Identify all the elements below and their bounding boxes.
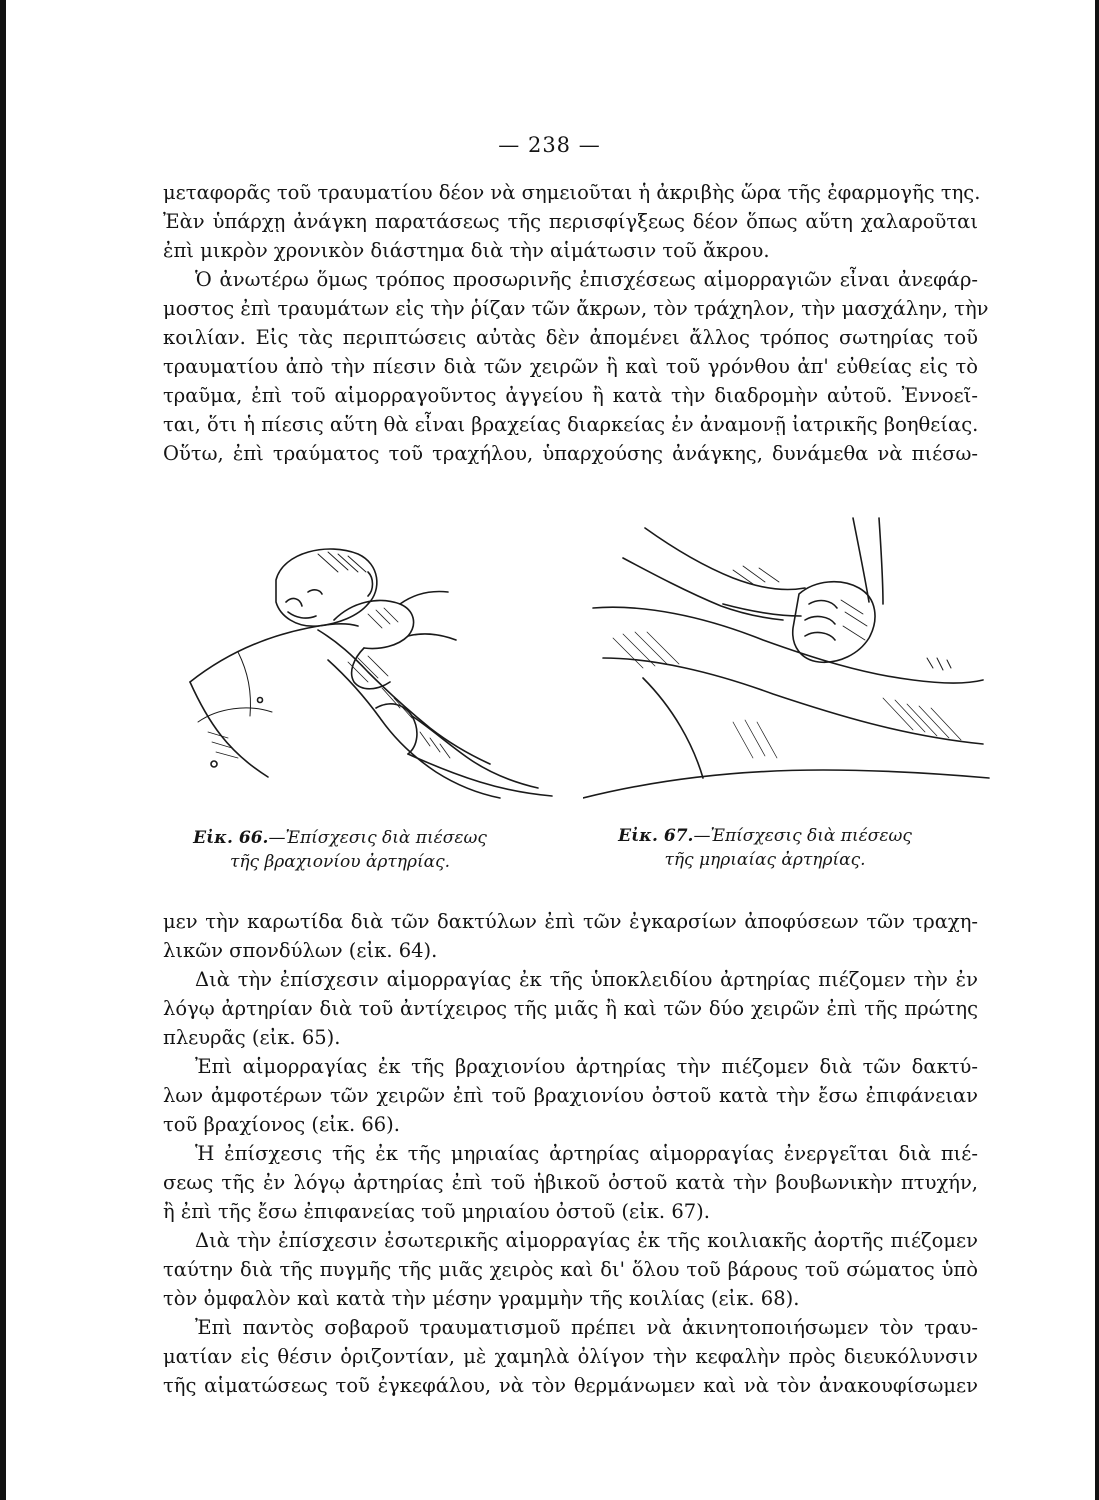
text-line: ἐπὶ μικρὸν χρονικὸν διάστημα διὰ τὴν αἱμάτωσιν τοῦ ἄκρου.	[163, 239, 770, 262]
text-line: λόγῳ ἀρτηρίαν διὰ τοῦ ἀντίχειρος τῆς μιᾶς ἢ καὶ τῶν δύο χειρῶν ἐπὶ τῆς πρώτης	[163, 997, 978, 1020]
text-line: Οὕτω, ἐπὶ τραύματος τοῦ τραχήλου, ὑπαρχούσης ἀνάγκης, δυνάμεθα νὰ πιέσω-	[163, 442, 978, 465]
text-line: κοιλίαν. Εἰς τὰς περιπτώσεις αὐτὰς δὲν ἀπομένει ἄλλος τρόπος σωτηρίας τοῦ	[163, 326, 978, 349]
text-line: σεως τῆς ἐν λόγῳ ἀρτηρίας ἐπὶ τοῦ ἡβικοῦ ὀστοῦ κατὰ τὴν βουβωνικὴν πτυχήν,	[163, 1171, 978, 1194]
caption-label: Εἰκ. 66.	[193, 828, 269, 848]
text-line: τραυματίου ἀπὸ τὴν πίεσιν διὰ τῶν χειρῶν ἢ καὶ τοῦ γρόνθου ἀπ' εὐθείας εἰς τὸ	[163, 355, 978, 378]
caption-line-1	[585, 824, 945, 848]
text-line: ἢ ἐπὶ τῆς ἔσω ἐπιφανείας τοῦ μηριαίου ὀστοῦ (εἰκ. 67).	[163, 1200, 710, 1223]
caption-line-2: τῆς βραχιονίου ἀρτηρίας.	[229, 852, 451, 872]
text-line: Ἐπὶ παντὸς σοβαροῦ τραυματισμοῦ πρέπει νὰ ἀκινητοποιήσωμεν τὸν τραυ-	[195, 1316, 978, 1339]
caption-text: —Ἐπίσχεσις διὰ πιέσεως	[693, 826, 912, 846]
caption-line-1	[160, 826, 520, 850]
caption-line-2: τῆς μηριαίας ἀρτηρίας.	[664, 850, 866, 870]
text-line: πλευρᾶς (εἰκ. 65).	[163, 1026, 341, 1049]
scan-border-left	[0, 0, 6, 1500]
top-paragraph	[163, 178, 989, 468]
text-line: ται, ὅτι ἡ πίεσις αὕτη θὰ εἶναι βραχείας διαρκείας ἐν ἀναμονῇ ἰατρικῆς βοηθείας.	[163, 413, 979, 436]
text-line: τοῦ βραχίονος (εἰκ. 66).	[163, 1113, 400, 1136]
caption-text: —Ἐπίσχεσις διὰ πιέσεως	[268, 828, 487, 848]
text-line: Ὁ ἀνωτέρω ὅμως τρόπος προσωρινῆς ἐπισχέσεως αἱμορραγιῶν εἶναι ἀνεφάρ-	[195, 268, 978, 291]
text-line: Ἐὰν ὑπάρχῃ ἀνάγκη παρατάσεως τῆς περισφίγξεως δέον ὅπως αὕτη χαλαροῦται	[163, 210, 978, 233]
text-line: ταύτην διὰ τῆς πυγμῆς τῆς μιᾶς χειρὸς καὶ δι' ὅλου τοῦ βάρους τοῦ σώματος ὑπὸ	[163, 1258, 978, 1281]
page-number: — 238 —	[498, 133, 601, 157]
text-line: λων ἀμφοτέρων τῶν χειρῶν ἐπὶ τοῦ βραχιονίου ὀστοῦ κατὰ τὴν ἔσω ἐπιφάνειαν	[163, 1084, 978, 1107]
text-line: τραῦμα, ἐπὶ τοῦ αἱμορραγοῦντος ἀγγείου ἢ κατὰ τὴν διαδρομὴν αὐτοῦ. Ἐννοεῖ-	[163, 384, 978, 407]
text-line: τὸν ὀμφαλὸν καὶ κατὰ τὴν μέσην γραμμὴν τῆς κοιλίας (εἰκ. 68).	[163, 1287, 800, 1310]
text-line: τῆς αἱματώσεως τοῦ ἐγκεφάλου, νὰ τὸν θερμάνωμεν καὶ νὰ τὸν ἀνακουφίσωμεν	[163, 1374, 978, 1397]
bottom-paragraph	[163, 907, 978, 1400]
figure-67-caption	[585, 824, 945, 872]
text-line: μεταφορᾶς τοῦ τραυματίου δέον νὰ σημειοῦται ἡ ἀκριβὴς ὥρα τῆς ἐφαρμογῆς της.	[163, 181, 981, 204]
text-line: μοστος ἐπὶ τραυμάτων εἰς τὴν ῥίζαν τῶν ἄκρων, τὸν τράχηλον, τὴν μασχάλην, τὴν	[163, 297, 989, 320]
text-line: λικῶν σπονδύλων (εἰκ. 64).	[163, 939, 438, 962]
figure-67-illustration	[583, 508, 990, 808]
caption-label: Εἰκ. 67.	[618, 826, 694, 846]
text-line: ματίαν εἰς θέσιν ὁριζοντίαν, μὲ χαμηλὰ ὀλίγον τὴν κεφαλὴν πρὸς διευκόλυνσιν	[163, 1345, 978, 1368]
text-line: Ἡ ἐπίσχεσις τῆς ἐκ τῆς μηριαίας ἀρτηρίας αἱμορραγίας ἐνεργεῖται διὰ πιέ-	[195, 1142, 978, 1165]
text-line: Ἐπὶ αἱμορραγίας ἐκ τῆς βραχιονίου ἀρτηρίας τὴν πιέζομεν διὰ τῶν δακτύ-	[195, 1055, 978, 1078]
scan-border-right	[1095, 0, 1099, 1500]
text-line: Διὰ τὴν ἐπίσχεσιν ἐσωτερικῆς αἱμορραγίας ἐκ τῆς κοιλιακῆς ἀορτῆς πιέζομεν	[195, 1229, 978, 1252]
figure-66-caption	[160, 826, 520, 874]
figure-66-illustration	[168, 532, 563, 802]
text-line: μεν τὴν καρωτίδα διὰ τῶν δακτύλων ἐπὶ τῶν ἐγκαρσίων ἀποφύσεων τῶν τραχη-	[163, 910, 978, 933]
text-line: Διὰ τὴν ἐπίσχεσιν αἱμορραγίας ἐκ τῆς ὑποκλειδίου ἀρτηρίας πιέζομεν τὴν ἐν	[195, 968, 978, 991]
